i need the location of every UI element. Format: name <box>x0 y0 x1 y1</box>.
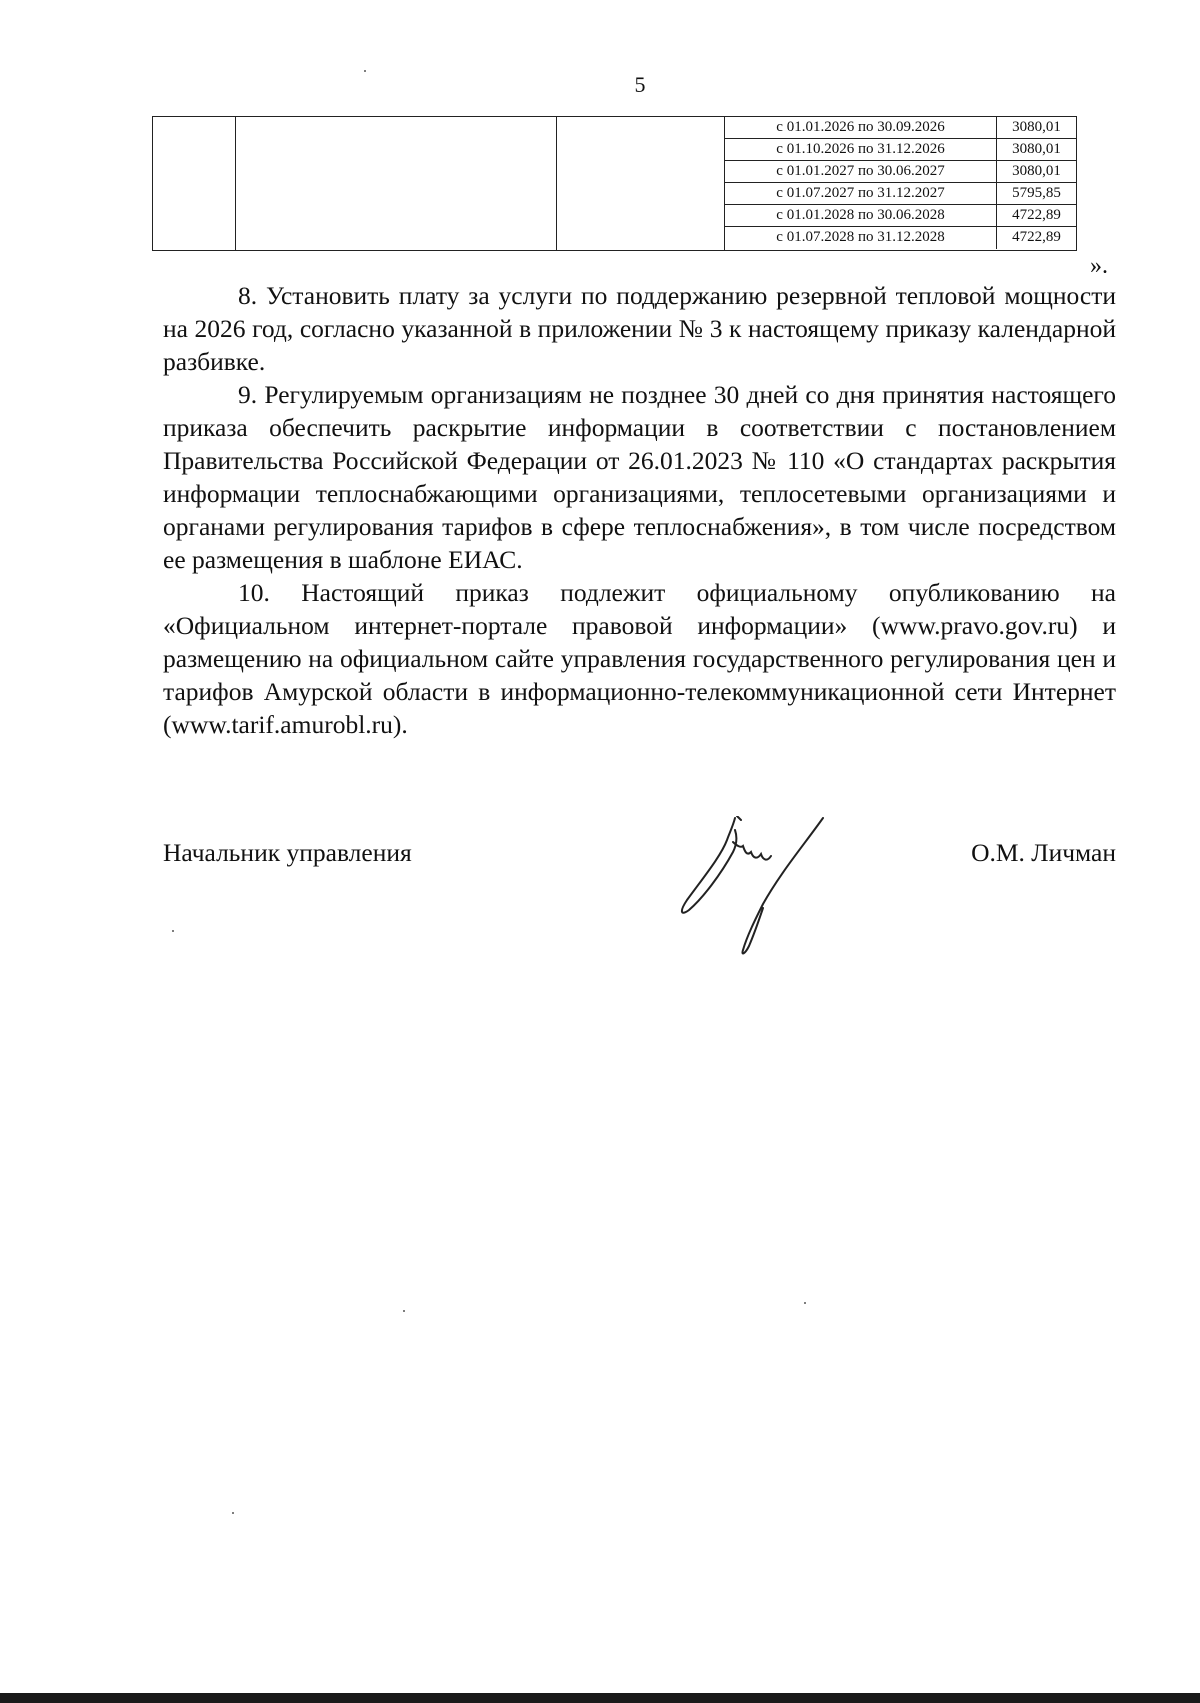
scan-speck <box>364 70 366 72</box>
paragraph-9: 9. Регулируемым организациям не позднее 30 дней со дня принятия настоящего приказа обеспечить раскрытие информации в соответствии с постановлением Правительства Российской Федерации от 26.01.2023 № 110 «О стандартах раскрытия информации теплоснабжающими организациями, теплосетевыми организациями и органами регулирования тарифов в сфере теплоснабжения», в том числе посредством ее размещения в шаблоне ЕИАС. <box>163 380 1116 574</box>
value-cell: 5795,85 <box>1012 185 1061 201</box>
period-cell: с 01.07.2028 по 31.12.2028 <box>725 227 997 249</box>
scan-speck <box>804 1302 806 1304</box>
table-row <box>725 117 1076 139</box>
value-cell: 4722,89 <box>1012 229 1061 245</box>
order-body <box>163 279 1116 741</box>
period-cell: с 01.01.2027 по 30.06.2027 <box>725 161 997 182</box>
tariff-table <box>152 116 1077 251</box>
scan-speck <box>403 1310 405 1312</box>
table-column-divider <box>235 117 236 250</box>
value-cell: 4722,89 <box>1012 207 1061 223</box>
signatory-name: О.М. Личман <box>971 838 1116 867</box>
table-column-divider <box>556 117 557 250</box>
value-cell: 3080,01 <box>1012 163 1061 179</box>
page-number: 5 <box>634 72 646 97</box>
period-cell: с 01.01.2026 по 30.09.2026 <box>725 117 997 138</box>
handwritten-signature <box>663 816 843 956</box>
period-cell: с 01.01.2028 по 30.06.2028 <box>725 205 997 226</box>
paragraph-10: 10. Настоящий приказ подлежит официальному опубликованию на «Официальном интернет-портале правовой информации» (www.pravo.gov.ru) и размещению на официальном сайте управления государственного регулирования цен и тарифов Амурской области в информационно-телекоммуникационной сети Интернет (www.tarif.amurobl.ru). <box>163 578 1116 739</box>
table-row <box>725 183 1076 205</box>
paragraph-8: 8. Установить плату за услуги по поддержанию резервной тепловой мощности на 2026 год, согласно указанной в приложении № 3 к настоящему приказу календарной разбивке. <box>163 281 1116 376</box>
value-cell: 3080,01 <box>1012 141 1061 157</box>
value-cell: 3080,01 <box>1012 119 1061 135</box>
signature-block <box>163 838 1116 958</box>
closing-quote: ». <box>1090 253 1108 279</box>
period-cell: с 01.07.2027 по 31.12.2027 <box>725 183 997 204</box>
tariff-rows <box>725 117 1076 250</box>
table-row <box>725 205 1076 227</box>
table-row <box>725 227 1076 249</box>
scan-speck <box>232 1512 234 1514</box>
scan-bottom-edge <box>0 1693 1200 1703</box>
scan-speck <box>172 930 174 932</box>
table-row <box>725 161 1076 183</box>
table-row <box>725 139 1076 161</box>
period-cell: с 01.10.2026 по 31.12.2026 <box>725 139 997 160</box>
signatory-position: Начальник управления <box>163 838 412 867</box>
